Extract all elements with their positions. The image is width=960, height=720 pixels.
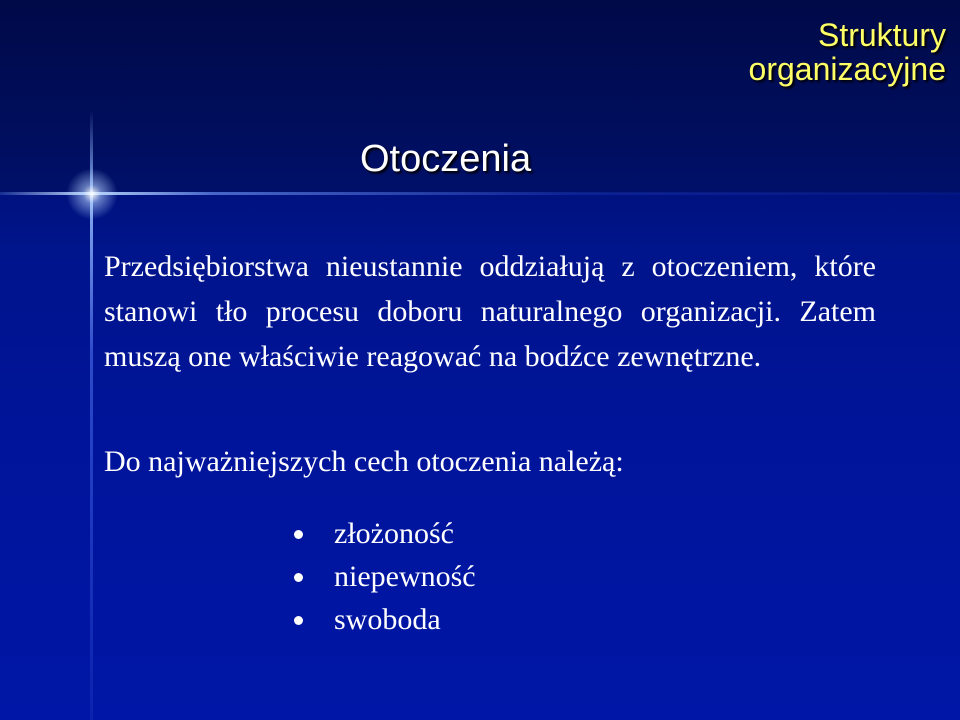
section-title	[546, 18, 946, 86]
list-item	[292, 555, 476, 598]
slide-title: Otoczenia	[360, 138, 532, 180]
light-flare-decoration	[66, 168, 118, 220]
features-list	[292, 512, 476, 641]
body-paragraph: Przedsiębiorstwa nieustannie oddziałują z otoczeniem, które stanowi tło procesu doboru naturalnego organizacji. Zatem muszą one właściwie reagować na bodźce zewnętrzne.	[104, 250, 876, 373]
bullet-icon	[294, 530, 303, 539]
list-item-label: złożoność	[334, 517, 454, 550]
list-item	[292, 512, 476, 555]
horizontal-accent-line	[0, 192, 960, 195]
section-title-line-2: organizacyjne	[748, 51, 946, 87]
section-title-line-1: Struktury	[817, 17, 946, 53]
list-item-label: niepewność	[334, 560, 476, 593]
list-item	[292, 598, 476, 641]
list-lead-text: Do najważniejszych cech otoczenia należą:	[104, 445, 624, 478]
list-item-label: swoboda	[334, 603, 441, 636]
bullet-icon	[294, 573, 303, 582]
bullet-icon	[294, 616, 303, 625]
